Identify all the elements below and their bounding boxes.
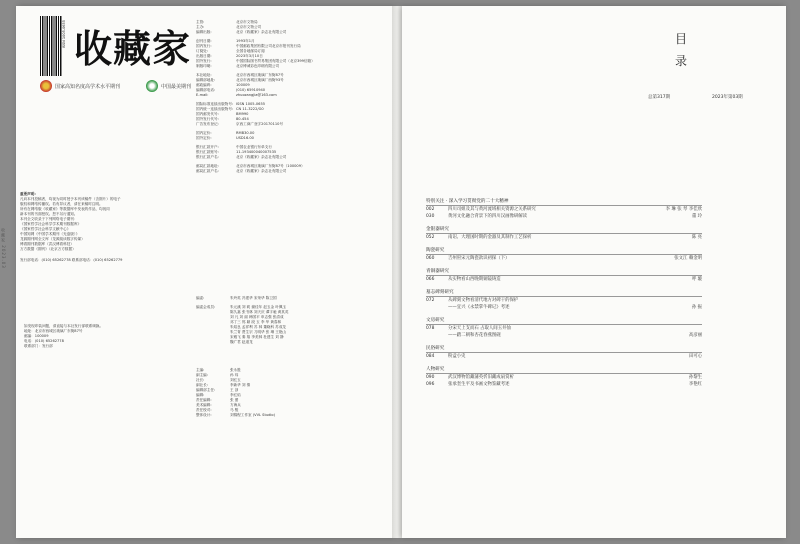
- colophon-key: 订阅处:: [196, 49, 208, 53]
- colophon: [196, 20, 315, 178]
- notice-line: 《国家哲学社会科学学术期刊数据库》: [20, 222, 82, 226]
- editors-row: [196, 296, 288, 301]
- editors-value: 朱兰青 贾生宗 刀明华 张 琳 王艳山: [230, 330, 287, 334]
- toc-article-title: 分宋天上支而石 占取人间玉井仙: [448, 326, 511, 331]
- issue-total: 总第317期: [648, 95, 671, 100]
- toc-article-title: ——踏二朝和杏花春燕图砚: [448, 333, 501, 338]
- colophon-value: 北京市西城区琉璃厂东街87号: [236, 73, 284, 77]
- badge-label: 中国最美期刊: [161, 84, 192, 90]
- staff-group: [196, 368, 275, 418]
- colophon-block: [196, 131, 315, 141]
- toc-section-heading: 墓志碑刻研究: [426, 289, 702, 297]
- colophon-key: 创刊日期:: [196, 39, 212, 43]
- colophon-value: 北京《收藏家》杂志社有限公司: [236, 155, 287, 159]
- colophon-block: [196, 73, 315, 98]
- editors-key: [196, 340, 230, 345]
- staff-value: 孙 玮: [230, 373, 239, 377]
- notice: [20, 192, 180, 263]
- toc-page-number: 078: [426, 326, 435, 331]
- editors-group: [196, 296, 288, 301]
- notice-line: 博看期刊数据库（武汉博看科技）: [20, 242, 74, 246]
- toc-section-heading: 民俗研究: [426, 345, 702, 353]
- colophon-key: 邮政编码:: [196, 83, 212, 87]
- colophon-row: [196, 122, 315, 127]
- toc-entry: [426, 276, 702, 283]
- toc-page-number: 030: [426, 214, 435, 219]
- colophon-value: 京西工商广登字20170110号: [236, 122, 284, 126]
- colophon-value: RMB30.00: [236, 131, 255, 135]
- address-line: 邮编：100009: [24, 334, 49, 338]
- colophon-block: [196, 164, 315, 174]
- toc-entry: [426, 325, 702, 332]
- colophon-value: 全国各地邮局订阅: [236, 49, 265, 53]
- masthead-logo: [40, 16, 200, 76]
- colophon-value: 中国农业银行东单支行: [236, 145, 272, 149]
- staff-key: 社长:: [196, 378, 205, 382]
- toc-article-title: 吉州窑宋元陶瓷款识初探（下）: [448, 256, 510, 261]
- staff-key: 编辑部主任:: [196, 388, 216, 392]
- staff-row: [196, 413, 275, 418]
- colophon-key: 国内统一连续出版物号:: [196, 107, 234, 111]
- toc-section-heading: 陶瓷研究: [426, 247, 702, 255]
- badge-row: [40, 80, 210, 94]
- toc-article-title: 粉盒小史: [448, 354, 466, 359]
- toc-page-number: 084: [426, 354, 435, 359]
- toc-author: 田可心: [688, 354, 702, 359]
- colophon-key: 制版印刷:: [196, 64, 212, 68]
- toc-article-title: 黄河文化融合背景下的四川汉画像研解读: [448, 214, 528, 219]
- toc-entry: [426, 255, 702, 262]
- staff-key: 整体设计:: [196, 413, 212, 417]
- colophon-value: 80-454: [236, 117, 249, 121]
- toc-page-number: 066: [426, 277, 435, 282]
- colophon-row: [196, 155, 315, 160]
- toc-author: 李 琳 张 琴 李佳欣: [665, 207, 702, 212]
- notice-line: 版权和网络传播权。若有异议者，请在来稿时注明。: [20, 202, 103, 206]
- editors-value: 邓丁三 郭 颖 段 玉 李 华 黄春林: [230, 320, 282, 324]
- colophon-key: 主管:: [196, 20, 205, 24]
- colophon-key: E-mail:: [196, 93, 209, 97]
- colophon-block: [196, 39, 315, 69]
- staff-value: 张永胜: [230, 368, 241, 372]
- toc-page-number: 090: [426, 375, 435, 380]
- editors-key: 编委:: [196, 296, 205, 300]
- editors-value: 魏广君 赵道龙: [230, 340, 253, 344]
- toc-section-heading: 特别关注 · 深入学习贯彻党的二十大精神: [426, 198, 702, 206]
- colophon-row: [196, 169, 315, 174]
- editors-value: 朱玲英 冯建华 宋荣华 陈卫国: [230, 296, 277, 300]
- address-line: 地址：北京市西城区琉璃厂东街87号: [24, 329, 83, 333]
- colophon-value: 中国邮政集团有限公司北京市报刊发行局: [236, 44, 301, 48]
- staff-key: 编辑:: [196, 393, 205, 397]
- toc-title-char: 录: [674, 54, 689, 68]
- toc-page-number: 060: [426, 256, 435, 261]
- colophon-key: 编辑出版:: [196, 30, 212, 34]
- issue-year: 2023年第03期: [712, 95, 743, 100]
- editorial-board: [196, 296, 288, 349]
- toc-author: 董 玲: [691, 214, 702, 219]
- notice-line: 本刊全文收录于下列网络电子期刊：: [20, 217, 78, 221]
- colophon-value: zhuozangjia@163.com: [236, 93, 277, 97]
- toc-section-heading: 青铜器研究: [426, 268, 702, 276]
- staff-value: 刘锦程工作室 (VVL Studio): [230, 413, 276, 417]
- colophon-value: 北京市西城区琉璃厂西街93号: [236, 78, 284, 82]
- staff-key: 责任编辑:: [196, 398, 212, 402]
- colophon-value: 2023年3月10日: [236, 54, 263, 58]
- toc-article-title: 张承奎生平及书画文物鉴藏考述: [448, 382, 510, 387]
- toc-page-number: [426, 304, 448, 311]
- toc-section-heading: 人物研究: [426, 366, 702, 374]
- colophon-value: 北京市文物局: [236, 20, 258, 24]
- notice-line: 《国家哲学社会科学文献中心》: [20, 227, 71, 231]
- staff-value: 李新华 刘 倩: [230, 383, 251, 387]
- editors-value: 宋雅飞 秦 翔 李美林 杜建生 刘 静: [230, 335, 284, 339]
- colophon-value: CN 11-3222/G0: [236, 107, 264, 111]
- magazine-title: 收藏家: [74, 26, 192, 71]
- toc-article-title: 四川司姐及其与黄河流域相关资源之关系研究: [448, 207, 536, 212]
- toc-author: 陈 亮: [691, 235, 702, 240]
- toc-entry: [426, 374, 702, 381]
- colophon-key: 邮局汇款地址:: [196, 164, 219, 168]
- staff-value: 刘红玉: [230, 378, 241, 382]
- toc-entry: [426, 304, 702, 311]
- colophon-value: 11-193400040007535: [236, 150, 277, 154]
- staff-key: 副主编:: [196, 373, 208, 377]
- editors-value: 朱元溪 刘 莉 谢佳年 赵玉金 叶佩玉: [230, 305, 287, 309]
- staff-value: 马 骏: [230, 408, 239, 412]
- colophon-row: [196, 136, 315, 141]
- toc-entry: [426, 332, 702, 339]
- colophon-value: 北京博诚彩色印刷有限公司: [236, 64, 280, 68]
- colophon-block: [196, 102, 315, 127]
- badge-emblem-icon: [146, 80, 158, 92]
- colophon-key: 邮局汇款户名:: [196, 169, 219, 173]
- colophon-value: 1993年1月: [236, 39, 255, 43]
- staff-value: 方海兵: [230, 403, 241, 407]
- notice-line: 中国知网《中国学术期刊（光盘版）》: [20, 232, 80, 236]
- staff-value: 王 剑: [230, 388, 239, 392]
- colophon-value: 北京市西城区琉璃厂东街87号（100009）: [236, 164, 305, 168]
- notice-line: 龙源期刊网全文库（龙源阅读数字传媒）: [20, 237, 85, 241]
- editors-key: 编委会成员:: [196, 305, 216, 309]
- address-line: 电话：(010) 65262778: [24, 339, 64, 343]
- staff-value: 张 蕾: [230, 398, 239, 402]
- colophon-value: 北京《收藏家》杂志社有限公司: [236, 30, 287, 34]
- toc-entry: [426, 297, 702, 304]
- issn-vertical: ISSN 1005-0655: [62, 20, 66, 49]
- toc-article-title: 武汉博物馆藏蒲英忻旧藏成扇赏析: [448, 375, 514, 380]
- colophon-key: 银行汇款户名:: [196, 155, 219, 159]
- colophon-row: [196, 64, 315, 69]
- address-line: 如发现印装问题，请直接与本社发行部联系调换。: [24, 324, 104, 328]
- staff-key: 副社长:: [196, 383, 208, 387]
- address-block: [24, 324, 103, 349]
- toc-title: [672, 28, 692, 72]
- toc-author: 孙 振: [691, 305, 702, 310]
- toc-page-number: 096: [426, 382, 435, 387]
- notice-line: 所有在网络版《收藏家》等数据库中发表的作品，均视同: [20, 207, 110, 211]
- colophon-key: 国外发行代号:: [196, 117, 219, 121]
- editors-group: [196, 305, 288, 345]
- colophon-key: 本社地址:: [196, 73, 212, 77]
- toc-section-heading: 文房研究: [426, 317, 702, 325]
- colophon-key: 广告发布登记:: [196, 122, 219, 126]
- staff-key: 主编:: [196, 368, 205, 372]
- toc-section-heading: 金银器研究: [426, 226, 702, 234]
- toc-author: [642, 297, 702, 304]
- editors-value: 刘 凡 刘 丽 韩国平 申志强 张清成: [230, 315, 284, 319]
- toc-article-title: 从碑刻文物看清代地方对碑干的保护: [448, 298, 519, 303]
- toc-author: [642, 325, 702, 332]
- toc-entry: [426, 234, 702, 241]
- colophon-key: 国内定价:: [196, 131, 212, 135]
- table-of-contents: [426, 192, 702, 388]
- colophon-value: (010) 65910940: [236, 88, 266, 92]
- colophon-key: 国内邮发代号:: [196, 112, 219, 116]
- colophon-block: [196, 20, 315, 35]
- colophon-key: 编辑部电话:: [196, 88, 216, 92]
- colophon-key: 国外发行:: [196, 59, 212, 63]
- colophon-block: [196, 145, 315, 160]
- notice-phone: 发行部电话：(010) 65262778 联系部电话：(010) 65262779: [20, 258, 123, 262]
- toc-author: 呼 璇: [691, 277, 702, 282]
- colophon-key: 银行汇款开户:: [196, 145, 219, 149]
- colophon-value: ISSN 1005-0655: [236, 102, 266, 106]
- toc-article-title: 从实物看山西晚期铜镜铸造: [448, 277, 501, 282]
- toc-author: 李艳红: [688, 382, 702, 387]
- editors-row: [196, 340, 288, 345]
- notice-label: 重要声明:: [20, 192, 36, 196]
- colophon-value: USD16.00: [236, 136, 254, 140]
- toc-title-char: 目: [674, 32, 689, 46]
- colophon-value: 中国国际图书贸易集团有限公司（北京399信箱）: [236, 59, 315, 63]
- colophon-value: BM990: [236, 112, 249, 116]
- colophon-key: 银行汇款账号:: [196, 150, 219, 154]
- staff-list: [196, 368, 275, 422]
- toc-article-title: 南诏、大理国时期的金器及其制作工艺探析: [448, 235, 532, 240]
- editors-value: 朱绍良 孟祥利 苏 林 董晓科 苏成龙: [230, 325, 287, 329]
- toc-page-number: 002: [426, 207, 435, 212]
- address-line: 联系部门：发行部: [24, 344, 53, 348]
- spine-text: 收藏家 2023.03: [1, 228, 6, 269]
- editors-value: 陈久嘉 张书林 刘天庆 谭宇驰 黄其英: [230, 310, 289, 314]
- colophon-value: 北京市文物公司: [236, 25, 262, 29]
- badge-emblem-icon: [40, 80, 52, 92]
- colophon-key: 国内发行:: [196, 44, 212, 48]
- toc-author: 孙黎生: [688, 375, 702, 380]
- toc-entry: [426, 213, 702, 220]
- colophon-key: 编辑部地址:: [196, 78, 216, 82]
- toc-page-number: 052: [426, 235, 435, 240]
- barcode-icon: [40, 16, 62, 76]
- notice-line: 万方数据《期刊》（北京万方数据）: [20, 247, 76, 251]
- badge-label: 国家高知名度高学术水平期刊: [55, 84, 121, 90]
- notice-line: 新本刊的书面授权。恕不另行通知。: [20, 212, 78, 216]
- staff-key: 美术编辑:: [196, 403, 212, 407]
- colophon-row: [196, 30, 315, 35]
- toc-entry: [426, 353, 702, 360]
- colophon-key: 主办:: [196, 25, 205, 29]
- colophon-key: 国外定价:: [196, 136, 212, 140]
- colophon-value: 北京《收藏家》杂志社有限公司: [236, 169, 287, 173]
- toc-author: 张文江 赖金明: [674, 256, 702, 261]
- toc-article-title: ——宜兴《永禁掌牛碑记》考述: [448, 305, 510, 310]
- toc-page-number: 072: [426, 298, 435, 303]
- staff-key: 责任校对:: [196, 408, 212, 412]
- toc-entry: [426, 206, 702, 213]
- notice-line: 凡向本刊投稿者，均视为同时授予本刊该稿件（含图片）的电子: [20, 197, 121, 201]
- colophon-value: 100009: [236, 83, 250, 87]
- toc-author: 高彦丽: [688, 333, 702, 338]
- colophon-key: 国际标准连续出版物号:: [196, 102, 234, 106]
- colophon-key: 出版日期:: [196, 54, 212, 58]
- staff-value: 李红焰: [230, 393, 241, 397]
- toc-page-number: [426, 332, 448, 339]
- toc-entry: [426, 381, 702, 388]
- colophon-row: [196, 93, 315, 98]
